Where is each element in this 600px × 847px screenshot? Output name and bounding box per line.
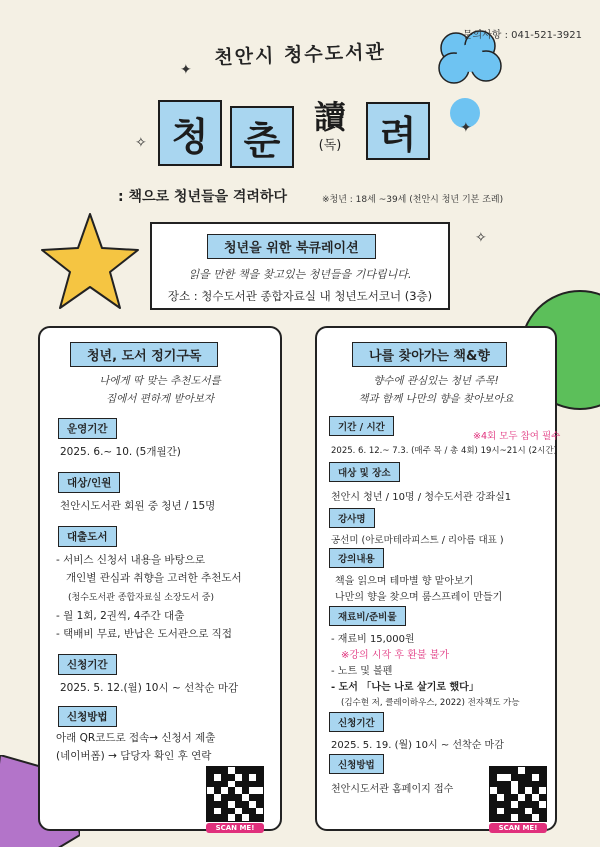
curation-location: 장소 : 청수도서관 종합자료실 내 청년도서코너 (3층) [167, 289, 433, 303]
subscription-header: 청년, 도서 정기구독 [70, 342, 218, 367]
curation-line-1: 읽을 만한 책을 찾고있는 청년들을 기다립니다. [188, 268, 412, 281]
method-label: 신청방법 [58, 706, 117, 727]
loan-label: 대출도서 [58, 526, 117, 547]
qr-code-image [206, 766, 264, 822]
loan-line: 개인별 관심과 취향을 고려한 추천도서 [66, 572, 242, 584]
subscription-intro [40, 372, 280, 408]
qr-code[interactable] [489, 766, 547, 833]
time-value: 2025. 6. 12.~ 7.3. (매주 목 / 총 4회) 19시~21시 (2시간) [331, 446, 557, 456]
title-char-1: 청 [158, 100, 222, 166]
target-value: 천안시도서관 회원 중 청년 / 15명 [60, 500, 216, 512]
organization-name: 천안시 청수도서관 [213, 41, 387, 69]
fee-line: - 노트 및 볼펜 [331, 666, 393, 677]
loan-line: (청수도서관 종합자료실 소장도서 중) [68, 593, 215, 603]
apply-period-label: 신청기간 [58, 654, 117, 675]
scan-me-label: SCAN ME! [489, 823, 547, 833]
yellow-star-decoration [40, 212, 140, 312]
apply-period-value: 2025. 5. 12.(월) 10시 ~ 선착순 마감 [60, 682, 239, 694]
fee-line: - 재료비 15,000원 [331, 634, 415, 645]
scent-class-header: 나를 찾아가는 책&향 [352, 342, 507, 367]
subtitle: : 책으로 청년들을 격려하다 [118, 189, 287, 205]
content-label: 강의내용 [329, 548, 384, 568]
title-hanja [304, 92, 356, 153]
intro-line: 집에서 편하게 받아보자 [105, 393, 215, 405]
contact-info: 문의사항 : 041-521-3921 [462, 30, 582, 41]
fee-line: (김수현 저, 클레이하우스, 2022) 전자책도 가능 [341, 698, 520, 708]
target-label: 대상/인원 [58, 472, 120, 493]
sparkle-icon: ✧ [475, 230, 487, 246]
time-label: 기간 / 시간 [329, 416, 394, 436]
fee-refund-note: ※강의 시작 후 환불 불가 [341, 650, 450, 661]
sparkle-icon: ✦ [180, 62, 192, 78]
age-note: ※청년 : 18세 ~39세 (천안시 청년 기본 조례) [322, 195, 504, 205]
hanja-reading: (독) [318, 138, 342, 153]
instructor-value: 공선미 (아로마테라피스트 / 리아름 대표 ) [331, 535, 504, 546]
intro-line: 책과 함께 나만의 향을 찾아보아요 [358, 393, 514, 405]
fee-line: - 도서 「나는 나로 살기로 했다」 [331, 682, 479, 693]
method-label: 신청방법 [329, 754, 384, 774]
hanja-char: 讀 [313, 98, 346, 136]
sparkle-icon: ✦ [460, 120, 472, 136]
period-value: 2025. 6.~ 10. (5개월간) [60, 446, 181, 458]
scan-me-label: SCAN ME! [206, 823, 264, 833]
loan-line: - 월 1회, 2권씩, 4주간 대출 [56, 610, 185, 622]
place-label: 대상 및 장소 [329, 462, 400, 482]
scent-class-intro [317, 372, 555, 408]
apply-period-value: 2025. 5. 19. (월) 10시 ~ 선착순 마감 [331, 740, 504, 751]
fee-label: 재료비/준비물 [329, 606, 406, 626]
place-value: 천안시 청년 / 10명 / 청수도서관 강좌실1 [331, 492, 512, 503]
loan-line: - 서비스 신청서 내용을 바탕으로 [56, 554, 205, 566]
loan-line: - 택배비 무료, 반납은 도서관으로 직접 [56, 628, 232, 640]
curation-header: 청년을 위한 북큐레이션 [207, 234, 376, 259]
method-line: (네이버폼) → 담당자 확인 후 연락 [56, 750, 212, 762]
sparkle-icon: ✧ [135, 135, 147, 151]
scent-class-card [315, 326, 561, 832]
content-line: 책을 읽으며 테마별 향 맡아보기 [335, 576, 474, 587]
instructor-label: 강사명 [329, 508, 375, 528]
program-title [150, 92, 460, 182]
apply-period-label: 신청기간 [329, 712, 384, 732]
intro-line: 나에게 딱 맞는 추천도서를 [99, 375, 221, 387]
content-line: 나만의 향을 찾으며 룸스프레이 만들기 [335, 592, 503, 603]
method-value: 천안시도서관 홈페이지 접수 [331, 784, 454, 795]
subscription-card [38, 326, 282, 831]
qr-code[interactable] [206, 766, 264, 833]
time-note: ※4회 모두 참여 필수 [473, 431, 561, 442]
method-line: 아래 QR코드로 접속→ 신청서 제출 [56, 732, 216, 744]
title-char-4: 려 [366, 102, 430, 160]
curation-box [150, 222, 450, 310]
intro-line: 향수에 관심있는 청년 주목! [373, 375, 499, 387]
period-label: 운영기간 [58, 418, 117, 439]
title-char-2: 춘 [230, 106, 294, 168]
qr-code-image [489, 766, 547, 822]
